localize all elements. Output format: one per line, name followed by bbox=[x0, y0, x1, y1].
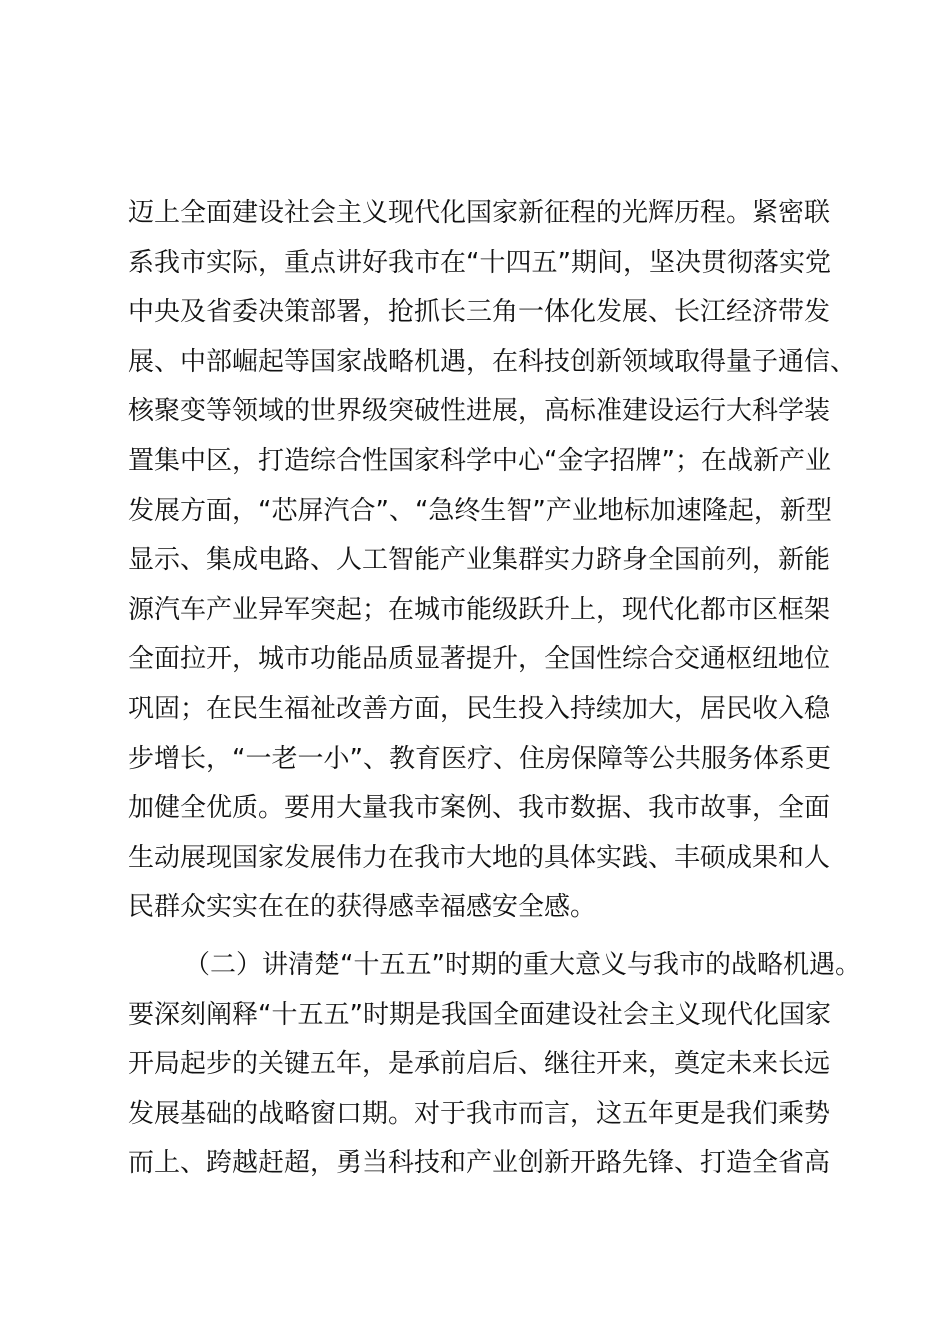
text-line: 中央及省委决策部署，抢抓长三角一体化发展、长江经济带发 bbox=[128, 297, 831, 328]
text-line: 开局起步的关键五年，是承前启后、继往开来，奠定未来长远 bbox=[128, 1049, 831, 1080]
text-line: 民群众实实在在的获得感幸福感安全感。 bbox=[128, 892, 597, 923]
text-line: 要深刻阐释“十五五”时期是我国全面建设社会主义现代化国家 bbox=[128, 999, 831, 1030]
text-line: 核聚变等领域的世界级突破性进展，高标准建设运行大科学装 bbox=[128, 396, 831, 427]
text-line: 置集中区，打造综合性国家科学中心“金字招牌”；在战新产业 bbox=[128, 445, 831, 476]
body-text bbox=[128, 189, 861, 1189]
text-line: 迈上全面建设社会主义现代化国家新征程的光辉历程。紧密联 bbox=[128, 198, 831, 228]
text-line: 而上、跨越赶超，勇当科技和产业创新开路先锋、打造全省高 bbox=[128, 1148, 831, 1179]
text-line: 系我市实际，重点讲好我市在“十四五”期间，坚决贯彻落实党 bbox=[128, 247, 831, 278]
text-line: 源汽车产业异军突起；在城市能级跃升上，现代化都市区框架 bbox=[128, 594, 831, 625]
text-line: 巩固；在民生福祉改善方面，民生投入持续加大，居民收入稳 bbox=[128, 693, 831, 724]
text-line: 发展基础的战略窗口期。对于我市而言，这五年更是我们乘势 bbox=[128, 1098, 831, 1129]
section-heading: （二）讲清楚“十五五”时期的重大意义与我市的战略机遇。 bbox=[184, 949, 861, 980]
text-line: 生动展现国家发展伟力在我市大地的具体实践、丰硕成果和人 bbox=[128, 842, 831, 873]
text-line: 显示、集成电路、人工智能产业集群实力跻身全国前列，新能 bbox=[128, 545, 831, 576]
text-line: 展、中部崛起等国家战略机遇，在科技创新领域取得量子通信、 bbox=[128, 346, 857, 377]
text-line: 加健全优质。要用大量我市案例、我市数据、我市故事，全面 bbox=[128, 793, 831, 824]
text-line: 全面拉开，城市功能品质显著提升，全国性综合交通枢纽地位 bbox=[128, 644, 831, 675]
text-line: 发展方面，“芯屏汽合”、“急终生智”产业地标加速隆起，新型 bbox=[128, 495, 832, 526]
text-line: 步增长，“一老一小”、教育医疗、住房保障等公共服务体系更 bbox=[128, 743, 831, 774]
